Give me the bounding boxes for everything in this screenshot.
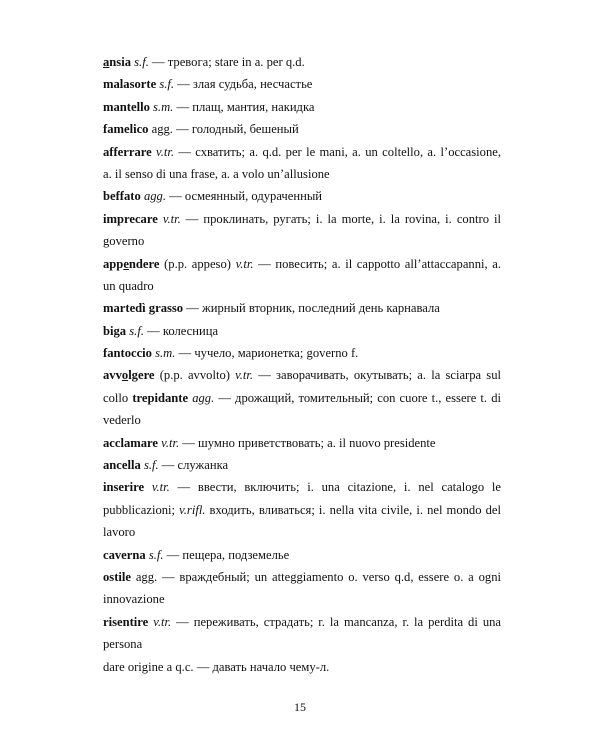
grammar-label: v.tr. xyxy=(153,614,172,629)
glossary-entry xyxy=(103,320,501,342)
entry-line xyxy=(103,73,501,95)
grammar-label: s.m. xyxy=(155,346,176,361)
entry-text: a. il senso di una frase, a. a volo un’allusione xyxy=(103,166,330,181)
glossary-entry xyxy=(103,656,501,678)
entry-line xyxy=(103,275,501,297)
entry-line xyxy=(103,141,501,163)
headword-text: fantoccio xyxy=(103,346,152,361)
entry-text: — плащ, мантия, накидка xyxy=(173,99,315,114)
glossary-entry xyxy=(103,342,501,364)
grammar-label: s.f. xyxy=(159,77,175,92)
headword-text: imprecare xyxy=(103,211,158,226)
entry-line xyxy=(103,297,501,319)
glossary-entry xyxy=(103,253,501,298)
grammar-label: s.f. xyxy=(134,55,149,69)
entry-text: pubblicazioni; xyxy=(103,502,180,517)
entry-text: — жирный вторник, последний день карнавала xyxy=(183,301,440,316)
entry-text: — осмеянный, одураченный xyxy=(165,189,323,204)
entry-line xyxy=(103,342,501,364)
grammar-label: agg. xyxy=(192,390,215,405)
entry-line xyxy=(103,566,501,588)
entry-line xyxy=(103,185,501,207)
headword-text: e xyxy=(123,256,129,271)
entry-text: vederlo xyxy=(103,413,141,428)
headword-text: risentire xyxy=(103,614,149,629)
grammar-label: v.tr. xyxy=(162,211,181,226)
entry-text: — ввести, включить; i. una citazione, i. nel catalogo le xyxy=(169,480,501,495)
glossary-entry xyxy=(103,544,501,566)
grammar-label: v.tr. xyxy=(151,480,170,495)
grammar-label: v.tr. xyxy=(156,144,175,159)
headword-text: app xyxy=(103,256,124,271)
entry-line xyxy=(103,96,501,118)
glossary-entry xyxy=(103,611,501,656)
entry-line xyxy=(103,499,501,521)
entry-line xyxy=(103,544,501,566)
page-number: 15 xyxy=(294,700,306,714)
entry-text: — чучело, марионетка; governo f. xyxy=(175,346,359,361)
headword-text: o xyxy=(121,368,129,383)
grammar-label: s.f. xyxy=(129,323,144,338)
headword-text: ndere xyxy=(128,256,160,271)
entry-line xyxy=(103,521,501,543)
headword-text: ancella xyxy=(103,458,141,473)
entry-text: (p.p. avvolto) xyxy=(154,368,236,383)
headword-text: a xyxy=(103,55,110,69)
glossary-entry xyxy=(103,208,501,253)
headword-text: acclamare xyxy=(103,435,159,450)
entry-line xyxy=(103,364,501,386)
entry-text: — тревога; stare in a. per q.d. xyxy=(148,55,305,69)
glossary-entry xyxy=(103,141,501,186)
headword-text: beffato xyxy=(103,189,141,204)
entry-line xyxy=(103,432,501,454)
entry-text: governo xyxy=(103,234,145,249)
glossary-entry xyxy=(103,51,501,73)
glossary-entry xyxy=(103,118,501,140)
headword-text: martedì grasso xyxy=(103,301,184,316)
glossary-entry xyxy=(103,73,501,95)
glossary-entry xyxy=(103,297,501,319)
glossary-entry xyxy=(103,185,501,207)
entry-text: — служанка xyxy=(158,458,229,473)
entry-text: (p.p. appeso) xyxy=(159,256,236,271)
entry-line xyxy=(103,230,501,252)
entry-line xyxy=(103,476,501,498)
entry-text: — шумно приветствовать; a. il nuovo presidente xyxy=(179,435,436,450)
entry-text xyxy=(144,480,152,494)
entry-text: — повесить; a. il cappotto all’attaccapanni, a. xyxy=(253,256,501,271)
entry-line xyxy=(103,409,501,431)
entry-line xyxy=(103,118,501,140)
glossary-entry xyxy=(103,432,501,454)
headword-text: trepidante xyxy=(132,390,189,405)
headword-text: malasorte xyxy=(103,77,157,92)
grammar-label: v.tr. xyxy=(235,368,254,383)
grammar-label: v.tr. xyxy=(161,435,180,450)
headword-text: caverna xyxy=(103,547,146,562)
grammar-label: s.m. xyxy=(153,99,174,114)
entry-line xyxy=(103,633,501,655)
entry-text: — заворачивать, окутывать; a. la sciarpa sul xyxy=(253,368,502,383)
grammar-label: v.tr. xyxy=(235,256,254,271)
entry-text: входить, вливаться; i. nella vita civile, i. nel mondo del xyxy=(205,502,501,517)
headword-text: lgere xyxy=(128,368,155,383)
entry-line xyxy=(103,51,501,73)
entry-line xyxy=(103,163,501,185)
entry-line xyxy=(103,320,501,342)
grammar-label: s.f. xyxy=(143,458,159,473)
headword-text: avv xyxy=(103,368,122,383)
glossary-entry xyxy=(103,364,501,431)
entry-text: un quadro xyxy=(103,278,154,293)
glossary-entry xyxy=(103,566,501,611)
headword-text: famelico xyxy=(103,122,149,137)
glossary-entry xyxy=(103,96,501,118)
entry-text: — колесница xyxy=(143,323,219,338)
entry-line xyxy=(103,208,501,230)
entry-text: — переживать, страдать; r. la mancanza, r. la perdita di una xyxy=(171,614,502,629)
headword-text: nsia xyxy=(109,55,131,69)
headword-text: inserire xyxy=(103,480,145,495)
glossary-entry xyxy=(103,454,501,476)
entry-text: — проклинать, ругать; i. la morte, i. la rovina, i. contro il xyxy=(180,211,501,226)
entry-text: persona xyxy=(103,637,143,652)
glossary-entries xyxy=(103,51,501,678)
grammar-label: s.f. xyxy=(148,547,164,562)
entry-text: lavoro xyxy=(103,525,136,540)
entry-text: collo xyxy=(103,390,133,405)
entry-line xyxy=(103,253,501,275)
headword-text: biga xyxy=(103,323,127,338)
headword-text: ostile xyxy=(103,569,131,584)
headword-text: mantello xyxy=(103,99,150,114)
entry-text: dare origine a q.c. — давать начало чему-л. xyxy=(103,659,330,674)
entry-text: — злая судьба, несчастье xyxy=(174,77,313,92)
entry-text: — схватить; a. q.d. per le mani, a. un coltello, a. l’occasione, xyxy=(174,144,501,159)
entry-line xyxy=(103,588,501,610)
grammar-label: v.rifl. xyxy=(179,502,206,517)
entry-line xyxy=(103,454,501,476)
grammar-label: agg. xyxy=(143,189,166,204)
entry-text: — дрожащий, томительный; con cuore t., essere t. di xyxy=(214,390,501,405)
entry-line xyxy=(103,656,501,678)
headword-text: afferrare xyxy=(103,144,152,159)
entry-line xyxy=(103,611,501,633)
entry-text: innovazione xyxy=(103,592,165,607)
glossary-entry xyxy=(103,476,501,543)
entry-text: agg. — враждебный; un atteggiamento o. verso q.d, essere o. a ogni xyxy=(130,569,501,584)
entry-text: agg. — голодный, бешеный xyxy=(148,122,299,137)
entry-text: — пещера, подземелье xyxy=(163,547,290,562)
entry-line xyxy=(103,387,501,409)
